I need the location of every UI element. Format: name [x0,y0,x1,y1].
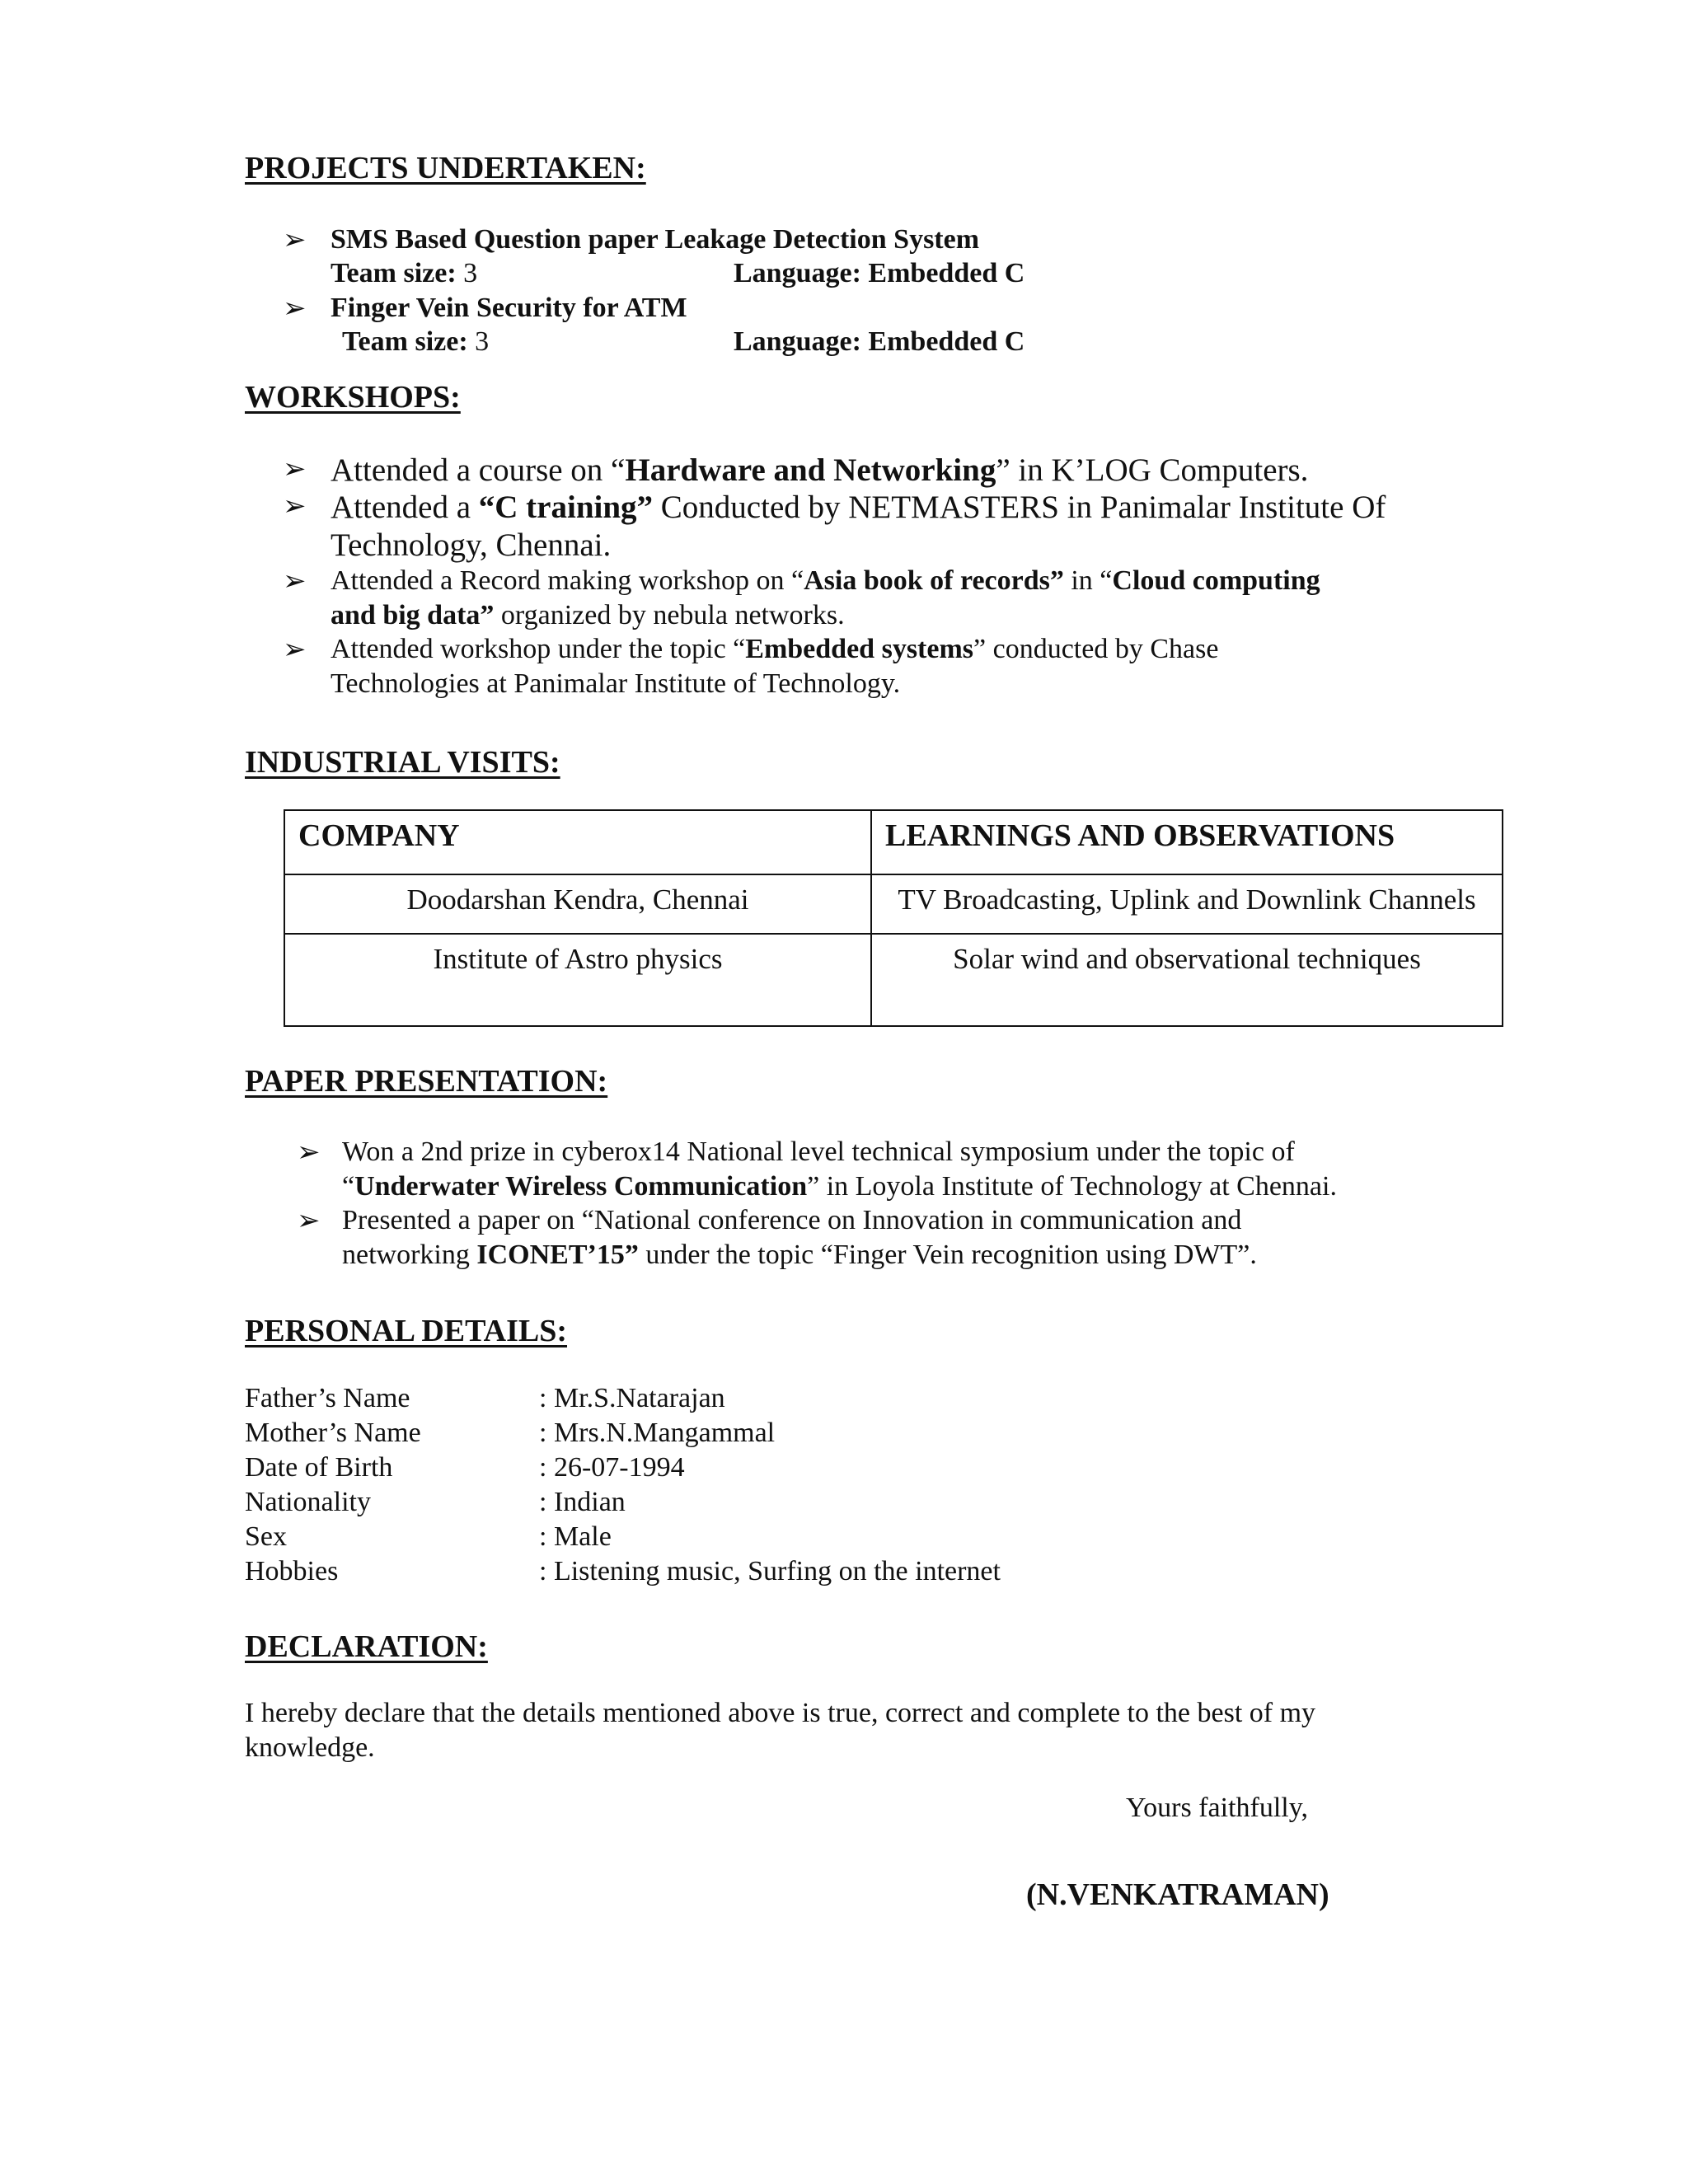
closing-text: Yours faithfully, [1126,1793,1309,1823]
table-cell: Institute of Astro physics [284,934,871,1026]
workshops-heading: WORKSHOPS: [245,380,461,415]
bullet-arrow-icon: ➢ [283,454,307,485]
declaration-text-continued: knowledge. [245,1732,375,1763]
table-row [284,874,1503,934]
workshop-item-continued: Technology, Chennai. [331,527,612,563]
bullet-arrow-icon: ➢ [283,225,307,255]
project-language: Language: Embedded C [734,258,1025,288]
detail-value: : 26-07-1994 [539,1452,685,1483]
workshop-item: Attended a course on “Hardware and Networking” in K’LOG Computers. [331,452,1309,488]
bullet-arrow-icon: ➢ [297,1137,321,1168]
paper-item: Presented a paper on “National conference on Innovation in communication and [342,1205,1242,1235]
paper-presentation-heading: PAPER PRESENTATION: [245,1064,608,1099]
project-language: Language: Embedded C [734,326,1025,357]
detail-label: Sex [245,1521,287,1552]
table-cell: Doodarshan Kendra, Chennai [284,874,871,934]
detail-label: Date of Birth [245,1452,393,1483]
table-row [284,934,1503,1026]
workshop-item: Attended workshop under the topic “Embedded systems” conducted by Chase [331,634,1219,664]
column-header-learnings: LEARNINGS AND OBSERVATIONS [871,810,1503,874]
detail-value: : Listening music, Surfing on the internet [539,1556,1001,1586]
detail-value: : Male [539,1521,612,1552]
project-title: SMS Based Question paper Leakage Detection System [331,224,980,255]
bullet-arrow-icon: ➢ [283,491,307,522]
table-cell: Solar wind and observational techniques [871,934,1503,1026]
bullet-arrow-icon: ➢ [283,293,307,324]
project-title: Finger Vein Security for ATM [331,293,687,323]
detail-label: Mother’s Name [245,1418,421,1448]
table-cell: TV Broadcasting, Uplink and Downlink Channels [871,874,1503,934]
industrial-visits-table [284,809,1503,1027]
paper-item-continued: “Underwater Wireless Communication” in Loyola Institute of Technology at Chennai. [342,1171,1337,1202]
table-header-row [284,810,1503,874]
paper-item: Won a 2nd prize in cyberox14 National level technical symposium under the topic of [342,1137,1295,1167]
project-team-size: Team size: 3 [342,326,490,357]
bullet-arrow-icon: ➢ [283,566,307,597]
project-team-size: Team size: 3 [331,258,478,288]
detail-label: Hobbies [245,1556,339,1586]
detail-value: : Mrs.N.Mangammal [539,1418,776,1448]
industrial-visits-heading: INDUSTRIAL VISITS: [245,745,560,780]
signature-name: (N.VENKATRAMAN) [1026,1877,1329,1912]
detail-value: : Indian [539,1487,626,1517]
projects-heading: PROJECTS UNDERTAKEN: [245,151,646,185]
detail-value: : Mr.S.Natarajan [539,1383,725,1413]
paper-item-continued: networking ICONET’15” under the topic “Finger Vein recognition using DWT”. [342,1240,1257,1270]
detail-label: Nationality [245,1487,371,1517]
detail-label: Father’s Name [245,1383,410,1413]
workshop-item: Attended a “C training” Conducted by NETMASTERS in Panimalar Institute Of [331,490,1386,525]
column-header-company: COMPANY [284,810,871,874]
declaration-text: I hereby declare that the details mentioned above is true, correct and complete to the best of my [245,1698,1316,1728]
workshop-item-continued: Technologies at Panimalar Institute of Technology. [331,668,901,699]
personal-details-heading: PERSONAL DETAILS: [245,1314,568,1348]
declaration-heading: DECLARATION: [245,1629,488,1664]
bullet-arrow-icon: ➢ [283,635,307,665]
workshop-item-continued: and big data” organized by nebula networks. [331,600,845,630]
bullet-arrow-icon: ➢ [297,1206,321,1236]
workshop-item: Attended a Record making workshop on “Asia book of records” in “Cloud computing [331,565,1320,596]
